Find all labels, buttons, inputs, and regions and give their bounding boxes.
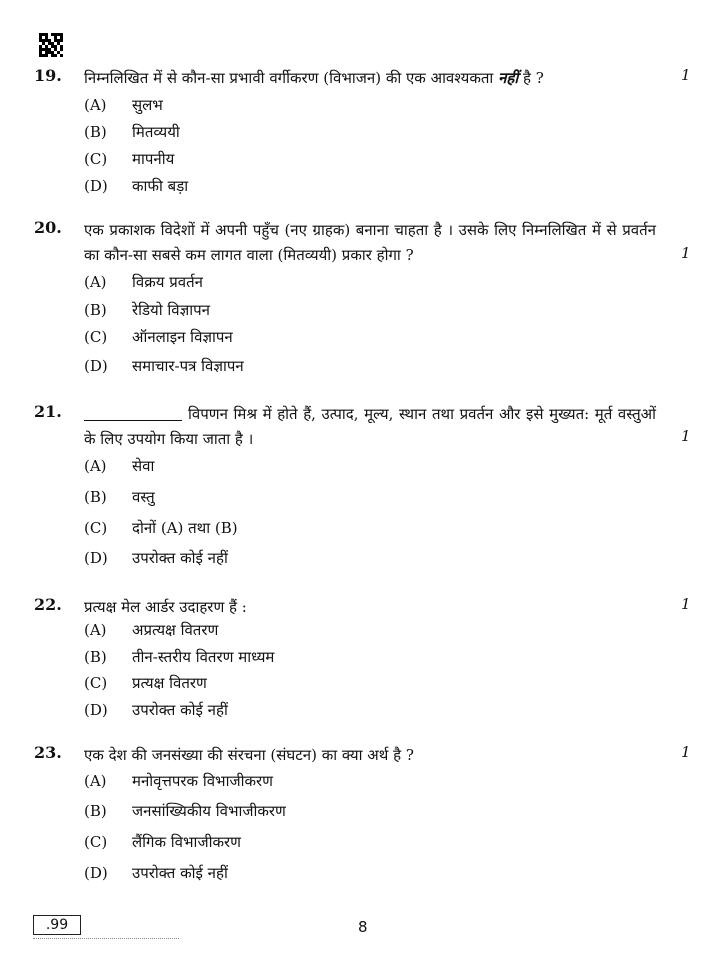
question-number: 19. — [34, 66, 62, 85]
question-marks: 1 — [681, 427, 691, 445]
paper-code-box: .99 — [33, 915, 81, 935]
option-c: (C) ऑनलाइन विज्ञापन — [84, 328, 233, 346]
option-a: (A) विक्रय प्रवर्तन — [84, 273, 203, 291]
option-d: (D) समाचार-पत्र विज्ञापन — [84, 357, 244, 375]
question-number: 20. — [34, 218, 62, 237]
fill-in-blank — [84, 404, 182, 421]
option-b: (B) तीन-स्तरीय वितरण माध्यम — [84, 648, 275, 666]
question-number: 21. — [34, 402, 62, 421]
question-marks: 1 — [681, 66, 691, 84]
option-a: (A) मनोवृत्तपरक विभाजीकरण — [84, 772, 273, 790]
option-a: (A) अप्रत्यक्ष वितरण — [84, 621, 219, 639]
option-a: (A) सुलभ — [84, 96, 163, 114]
option-a: (A) सेवा — [84, 457, 155, 475]
option-c: (C) लैंगिक विभाजीकरण — [84, 833, 241, 851]
option-b: (B) जनसांख्यिकीय विभाजीकरण — [84, 802, 286, 820]
option-d: (D) उपरोक्त कोई नहीं — [84, 549, 228, 567]
question-text: एक देश की जनसंख्या की संरचना (संघटन) का क्या अर्थ है ? — [84, 746, 414, 764]
option-b: (B) मितव्ययी — [84, 123, 180, 141]
page-number: 8 — [358, 918, 368, 936]
question-text: प्रत्यक्ष मेल आर्डर उदाहरण हैं : — [84, 598, 247, 616]
option-c: (C) मापनीय — [84, 150, 175, 168]
question-text: विपणन मिश्र में होते हैं, उत्पाद, मूल्य, स्थान तथा प्रवर्तन और इसे मुख्यत: मूर्त वस्तुओं के लिए उपयोग किया जाता है । — [84, 405, 656, 448]
question-number: 22. — [34, 595, 62, 614]
option-b: (B) रेडियो विज्ञापन — [84, 301, 210, 319]
question-text: निम्नलिखित में से कौन-सा प्रभावी वर्गीकरण (विभाजन) की एक आवश्यकता नहीं है ? — [84, 69, 544, 87]
option-d: (D) काफी बड़ा — [84, 177, 189, 195]
footer-divider — [33, 938, 179, 941]
option-c: (C) दोनों (A) तथा (B) — [84, 519, 238, 537]
question-number: 23. — [34, 743, 62, 762]
option-d: (D) उपरोक्त कोई नहीं — [84, 701, 228, 719]
question-text: एक प्रकाशक विदेशों में अपनी पहुँच (नए ग्राहक) बनाना चाहता है । उसके लिए निम्नलिखित में से प्रवर्तन का कौन-सा सबसे कम लागत वाला (मितव्ययी) प्रकार होगा ? — [84, 221, 656, 264]
question-marks: 1 — [681, 743, 691, 761]
option-d: (D) उपरोक्त कोई नहीं — [84, 864, 228, 882]
option-c: (C) प्रत्यक्ष वितरण — [84, 674, 207, 692]
qr-code-icon — [39, 33, 63, 57]
question-marks: 1 — [681, 595, 691, 613]
question-marks: 1 — [681, 244, 691, 262]
emphasis-text: नहीं — [498, 69, 519, 87]
option-b: (B) वस्तु — [84, 488, 155, 506]
